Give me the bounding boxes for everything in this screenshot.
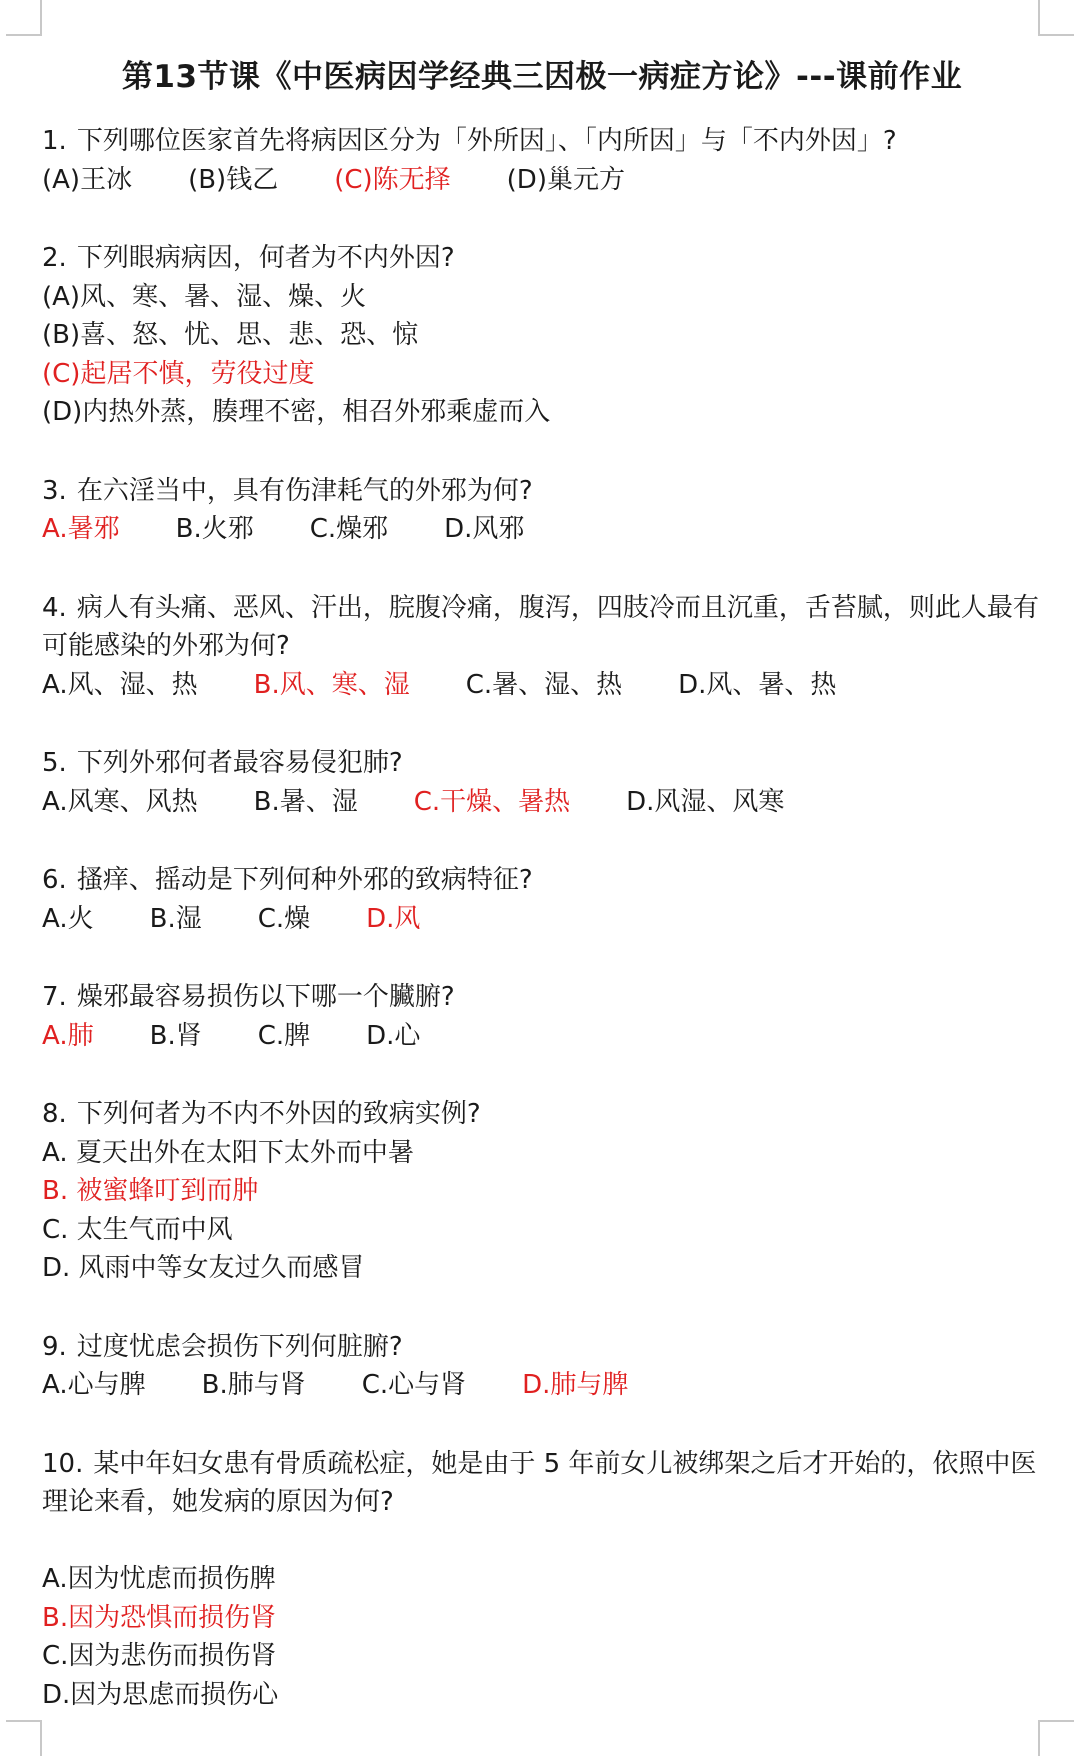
answer-option: B.肾 [149, 1020, 202, 1051]
answer-option: B.火邪 [175, 514, 254, 544]
question-number: 8. [42, 1099, 67, 1129]
answer-option: D.风邪 [444, 514, 525, 544]
option-list [42, 783, 1042, 822]
answer-option: A.因为忧虑而损伤脾 [42, 1564, 276, 1594]
question-text [42, 978, 1042, 1017]
question-prompt: 下列何者为不内不外因的致病实例? [76, 1099, 481, 1129]
answer-option: A.火 [42, 903, 94, 934]
answer-option: A.心与脾 [42, 1370, 146, 1400]
question-item [42, 239, 1042, 432]
question-number: 1. [42, 126, 67, 156]
option-list [42, 1560, 1042, 1714]
correct-answer-option: A.暑邪 [42, 514, 120, 544]
answer-option: B.暑、湿 [253, 786, 358, 817]
question-item [42, 589, 1042, 705]
answer-option: D. 风雨中等女友过久而感冒 [42, 1253, 365, 1283]
question-item [42, 1328, 1042, 1405]
question-prompt: 下列哪位医家首先将病因区分为「外所因」、「内所因」与「不内外因」? [76, 126, 897, 156]
correct-answer-option: (C)陈无择 [334, 164, 451, 195]
correct-answer-option: B.因为恐惧而损伤肾 [42, 1602, 277, 1633]
answer-option: B.湿 [149, 903, 202, 934]
answer-option: C.燥 [257, 903, 311, 934]
question-text [42, 1445, 1042, 1522]
option-list [42, 1017, 1042, 1056]
question-text [42, 122, 1042, 161]
answer-option: D.风湿、风寒 [626, 786, 785, 817]
page-title: 第13节课《中医病因学经典三因极一病症方论》---课前作业 [121, 59, 963, 95]
question-item [42, 1445, 1042, 1715]
answer-option: C. 太生气而中风 [42, 1214, 233, 1245]
crop-mark-top-right [1038, 0, 1074, 36]
spacer [42, 1522, 1042, 1561]
correct-answer-option: B. 被蜜蜂叮到而肿 [42, 1176, 259, 1206]
question-list [42, 122, 1042, 1714]
answer-option: A.风寒、风热 [42, 786, 198, 817]
question-text [42, 589, 1042, 666]
crop-mark-bottom-right [1038, 1720, 1074, 1756]
option-list [42, 278, 1042, 432]
correct-answer-option: (C)起居不慎，劳役过度 [42, 358, 315, 389]
answer-option: (D)巢元方 [506, 164, 625, 195]
answer-option: A. 夏天出外在太阳下太外而中暑 [42, 1137, 414, 1168]
option-list [42, 900, 1042, 939]
question-number: 10. [42, 1448, 84, 1479]
question-prompt: 下列眼病病因，何者为不内外因? [76, 243, 455, 273]
answer-option: D.心 [366, 1020, 421, 1051]
question-prompt: 燥邪最容易损伤以下哪一个臟腑? [76, 982, 455, 1012]
question-item [42, 122, 1042, 199]
question-item [42, 744, 1042, 821]
question-text [42, 1095, 1042, 1134]
answer-option: (B)喜、怒、忧、思、悲、恐、惊 [42, 320, 419, 350]
question-prompt: 下列外邪何者最容易侵犯肺? [76, 748, 403, 778]
answer-option: B.肺与肾 [201, 1370, 306, 1400]
question-number: 5. [42, 748, 67, 778]
question-number: 7. [42, 982, 67, 1012]
question-number: 9. [42, 1331, 67, 1362]
question-item [42, 861, 1042, 938]
answer-option: (A)风、寒、暑、湿、燥、火 [42, 281, 367, 312]
answer-option: D.因为思虑而损伤心 [42, 1679, 279, 1710]
question-number: 3. [42, 475, 67, 506]
option-list [42, 666, 1042, 705]
crop-mark-top-left [6, 0, 42, 36]
answer-option: C.心与肾 [361, 1370, 467, 1400]
correct-answer-option: A.肺 [42, 1020, 94, 1051]
question-prompt: 搔痒、摇动是下列何种外邪的致病特征? [76, 865, 533, 895]
question-item [42, 1095, 1042, 1288]
answer-option: C.脾 [257, 1020, 311, 1051]
correct-answer-option: D.肺与脾 [522, 1370, 629, 1400]
question-number: 4. [42, 592, 67, 623]
answer-option: (D)内热外蒸，腠理不密，相召外邪乘虚而入 [42, 397, 551, 427]
option-list [42, 161, 1042, 200]
option-list [42, 510, 1042, 549]
option-list [42, 1366, 1042, 1405]
question-text [42, 1328, 1042, 1367]
question-text [42, 472, 1042, 511]
answer-option: A.风、湿、热 [42, 669, 198, 700]
question-text [42, 744, 1042, 783]
question-text [42, 861, 1042, 900]
answer-option: C.暑、湿、热 [465, 669, 623, 700]
question-text [42, 239, 1042, 278]
option-list [42, 1134, 1042, 1288]
question-item [42, 472, 1042, 549]
question-prompt: 病人有头痛、恶风、汗出，脘腹冷痛，腹泻，四肢冷而且沉重，舌苔腻，则此人最有可能感染的外邪为何? [42, 592, 1039, 661]
correct-answer-option: C.干燥、暑热 [413, 786, 571, 817]
answer-option: (B)钱乙 [188, 164, 279, 195]
question-prompt: 某中年妇女患有骨质疏松症，她是由于 5 年前女儿被绑架之后才开始的，依照中医理论来看，她发病的原因为何? [42, 1448, 1037, 1517]
question-prompt: 在六淫当中，具有伤津耗气的外邪为何? [76, 475, 533, 506]
answer-option: D.风、暑、热 [678, 669, 837, 700]
question-item [42, 978, 1042, 1055]
correct-answer-option: B.风、寒、湿 [253, 669, 410, 700]
answer-option: (A)王冰 [42, 164, 133, 195]
question-number: 2. [42, 243, 67, 273]
worksheet [42, 52, 1042, 1754]
question-prompt: 过度忧虑会损伤下列何脏腑? [76, 1331, 403, 1362]
correct-answer-option: D.风 [366, 903, 421, 934]
answer-option: C.因为悲伤而损伤肾 [42, 1641, 277, 1671]
answer-option: C.燥邪 [309, 514, 389, 544]
crop-mark-bottom-left [6, 1720, 42, 1756]
question-number: 6. [42, 865, 67, 895]
